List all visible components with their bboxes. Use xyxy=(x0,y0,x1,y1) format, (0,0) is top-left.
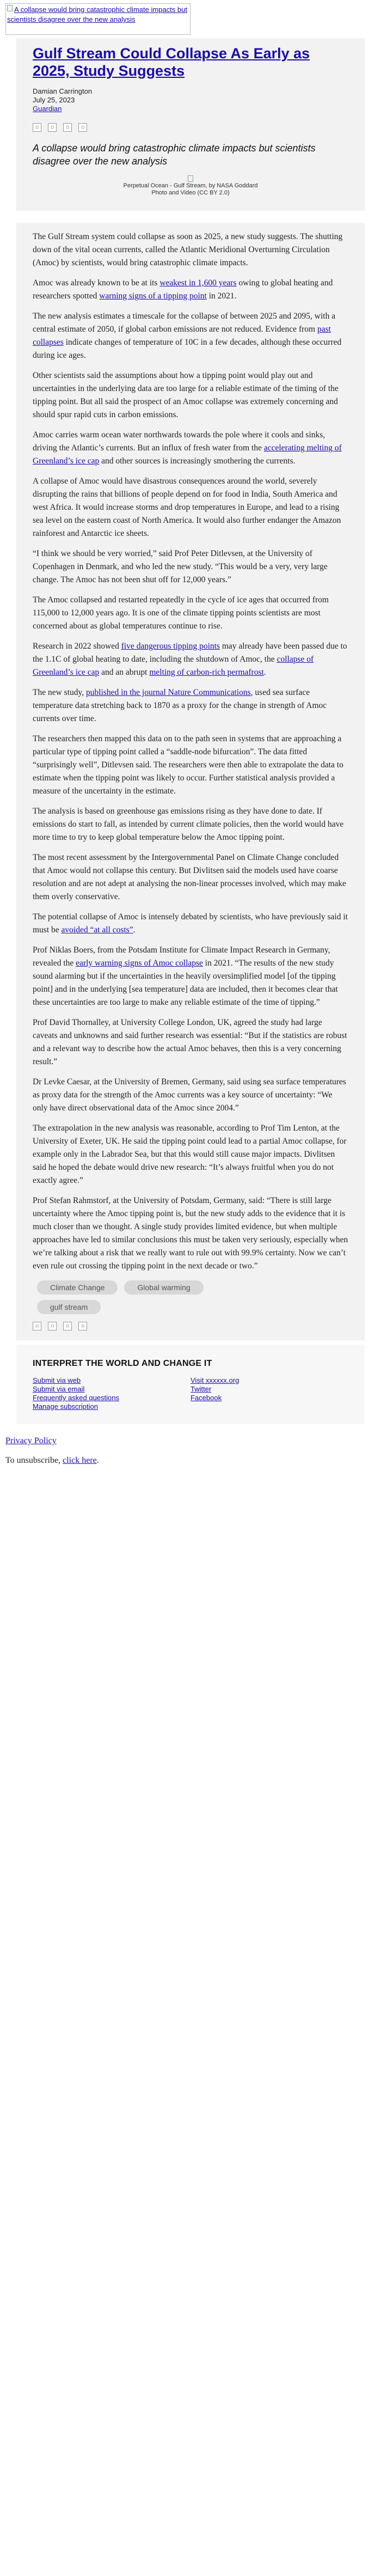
share-icon[interactable]: ▫ xyxy=(78,1322,87,1330)
paragraph: Research in 2022 showed five dangerous tipping points may already have been passed due to the 1.1C of global heating to date, including the shutdown of Amoc, the collapse of Greenland’s ice cap and an abrupt melting of carbon-rich permafrost. xyxy=(33,642,347,677)
submit-via-web-link[interactable]: Submit via web xyxy=(33,1376,81,1384)
link-permafrost[interactable]: melting of carbon-rich permafrost xyxy=(149,668,264,677)
paragraph: The most recent assessment by the Intergovernmental Panel on Climate Change concluded that Amoc would not collapse this century. But Divlitsen said the models used have coarse resolution and are not adept at analysing the non-linear processes involved, which may make them overly conservative. xyxy=(33,853,346,901)
share-icon[interactable]: ▫ xyxy=(48,123,57,132)
paragraph: A collapse of Amoc would have disastrous consequences around the world, severely disrupting the rains that billions of people depend on for food in India, South America and west Africa. It would increase storms and drop temperatures in Europe, and lead to a rising sea level on the eastern coast of North America. It would also further endanger the Amazon rainforest and Antarctic ice sheets. xyxy=(33,477,341,538)
unsubscribe-link[interactable]: click here xyxy=(63,1456,97,1465)
paragraph: The analysis is based on greenhouse gas emissions rising as they have done to date. If emissions do start to fall, as intended by current climate policies, then the world would have more time to try to keep global temperature below the Amoc tipping point. xyxy=(33,807,344,842)
unsubscribe-line: To unsubscribe, click here. xyxy=(5,1456,99,1465)
link-nature-communications[interactable]: published in the journal Nature Communications xyxy=(86,688,251,697)
manage-subscription-link[interactable]: Manage subscription xyxy=(33,1402,98,1411)
article-standfirst: A collapse would bring catastrophic climate impacts but scientists disagree over the new analysis xyxy=(33,143,316,167)
email-card xyxy=(16,38,365,1424)
paragraph: Amoc carries warm ocean water northwards towards the pole where it cools and sinks, driving the Atlantic’s currents. But an influx of fresh water from the accelerating melting of Greenland’s ice cap and other sources is increasingly smothering the currents. xyxy=(33,430,342,466)
paragraph: The potential collapse of Amoc is intensely debated by scientists, who have previously said it must be avoided “at all costs”. xyxy=(33,912,348,935)
footer-heading: INTERPRET THE WORLD AND CHANGE IT xyxy=(33,1359,212,1368)
article-meta xyxy=(33,87,348,113)
article-source-link[interactable]: Guardian xyxy=(33,105,62,113)
link-avoided-at-all-costs[interactable]: avoided “at all costs” xyxy=(61,925,133,935)
share-icon[interactable]: ▫ xyxy=(78,123,87,132)
footer-links xyxy=(33,1376,348,1411)
tag-climate-change[interactable]: Climate Change xyxy=(37,1280,118,1295)
paragraph: Prof Niklas Boers, from the Potsdam Institute for Climate Impact Research in Germany, revealed the early warning signs of Amoc collapse in 2021. “The results of the new study sound alarming but if the uncertainties in the heavily oversimplified model [of the tipping point] and in the underlying [sea temperature] data are included, then it becomes clear that these uncertainties are too large to make any reliable estimate of the time of tipping.” xyxy=(33,945,338,1007)
article-header xyxy=(16,38,365,211)
link-five-tipping-points[interactable]: five dangerous tipping points xyxy=(121,642,220,651)
visit-site-link[interactable]: Visit xxxxxx.org xyxy=(190,1376,239,1384)
share-icons-bottom xyxy=(33,1322,348,1330)
tag-global-warming[interactable]: Global warming xyxy=(124,1280,203,1295)
twitter-link[interactable]: Twitter xyxy=(190,1385,212,1393)
newsletter-footer xyxy=(16,1345,365,1424)
banner-image-alt: A collapse would bring catastrophic climate impacts but scientists disagree over the new analysis xyxy=(7,5,187,23)
paragraph: Dr Levke Caesar, at the University of Bremen, Germany, said using sea surface temperatures as proxy data for the strength of the Amoc currents was a key source of uncertainty: “We only have direct observational data of the Amoc since 2004.” xyxy=(33,1077,346,1113)
tag-gulf-stream[interactable]: gulf stream xyxy=(37,1300,101,1314)
article-date: July 25, 2023 xyxy=(33,96,75,104)
link-greenland-melting[interactable]: accelerating melting of Greenland’s ice cap xyxy=(33,443,342,466)
share-icon[interactable]: ▫ xyxy=(63,123,72,132)
top-banner xyxy=(0,0,381,38)
paragraph: Other scientists said the assumptions about how a tipping point would play out and uncertainties in the underlying data are too large for a reliable estimate of the timing of the tipping point. But all said the prospect of an Amoc collapse was extremely concerning and should spur rapid cuts in carbon emissions. xyxy=(33,371,339,419)
paragraph: “I think we should be very worried,” said Prof Peter Ditlevsen, at the University of Copenhagen in Denmark, and who led the new study. “This would be a very, very large change. The Amoc has not been shut off for 12,000 years.” xyxy=(33,549,328,584)
paragraph: The researchers then mapped this data on to the path seen in systems that are approaching a particular type of tipping point called a “saddle-node bifurcation”. The data fitted “surprisingly well”, Ditlevsen said. The researchers were then able to extrapolate the data to estimate when the tipping point was likely to occur. Further statistical analysis provided a measure of the uncertainty in the estimate. xyxy=(33,734,343,796)
link-early-warning-signs[interactable]: early warning signs of Amoc collapse xyxy=(76,959,203,968)
paragraph: Prof David Thornalley, at University College London, UK, agreed the study had large caveats and unknowns and said further research was essential: “But if the statistics are robust and a relevant way to describe how the actual Amoc behaves, then this is a very concerning result.” xyxy=(33,1018,347,1066)
paragraph: The new analysis estimates a timescale for the collapse of between 2025 and 2095, with a central estimate of 2050, if global carbon emissions are not reduced. Evidence from past collapses indicate changes of temperature of 10C in a few decades, although these occurred during ice ages. xyxy=(33,312,342,360)
article-headline[interactable]: Gulf Stream Could Collapse As Early as 2025, Study Suggests xyxy=(33,45,310,79)
paragraph: The new study, published in the journal Nature Communications, used sea surface temperature data stretching back to 1870 as a proxy for the change in strength of Amoc currents over time. xyxy=(33,688,327,723)
article-body xyxy=(16,223,365,1340)
paragraph: The Amoc collapsed and restarted repeatedly in the cycle of ice ages that occurred from 115,000 to 12,000 years ago. It is one of the climate tipping points scientists are most concerned about as global temperatures continue to rise. xyxy=(33,595,329,631)
submit-via-email-link[interactable]: Submit via email xyxy=(33,1385,85,1393)
facebook-link[interactable]: Facebook xyxy=(190,1394,222,1402)
broken-image-icon xyxy=(188,175,193,182)
hero-caption-line-1: Perpetual Ocean - Gulf Stream, by NASA Goddard xyxy=(123,182,258,189)
faq-link[interactable]: Frequently asked questions xyxy=(33,1394,119,1402)
hero-image xyxy=(33,175,348,197)
share-icon[interactable]: ▫ xyxy=(63,1322,72,1330)
share-icon[interactable]: ▫ xyxy=(33,1322,41,1330)
broken-image-icon xyxy=(7,5,13,11)
link-past-collapses[interactable]: past collapses xyxy=(33,325,331,347)
footer-column-right xyxy=(190,1376,348,1411)
paragraph: The extrapolation in the new analysis was reasonable, according to Prof Tim Lenton, at the University of Exeter, UK. He said the tipping point could lead to a partial Amoc collapse, for example only in the Labrador Sea, but that this would still cause major impacts. Divlitsen said he hoped the debate would drive new research: “It’s always fruitful when you do not exactly agree.” xyxy=(33,1124,347,1185)
paragraph: The Gulf Stream system could collapse as soon as 2025, a new study suggests. The shutting down of the vital ocean currents, called the Atlantic Meridional Overturning Circulation (Amoc) by scientists, would bring catastrophic climate impacts. xyxy=(33,232,343,267)
link-greenland-collapse[interactable]: collapse of Greenland’s ice cap xyxy=(33,655,314,677)
legal-section xyxy=(0,1424,381,1475)
link-weakest-1600-years[interactable]: weakest in 1,600 years xyxy=(159,278,237,288)
hero-caption-line-2: Photo and Video (CC BY 2.0) xyxy=(151,190,230,196)
banner-image[interactable] xyxy=(5,3,190,35)
privacy-policy-link[interactable]: Privacy Policy xyxy=(5,1436,57,1445)
tag-list xyxy=(37,1280,266,1314)
link-warning-signs[interactable]: warning signs of a tipping point xyxy=(99,291,207,301)
footer-column-left xyxy=(33,1376,190,1411)
share-icon[interactable]: ▫ xyxy=(33,123,41,132)
article-author: Damian Carrington xyxy=(33,87,93,95)
share-icons-top xyxy=(33,123,348,132)
paragraph: Prof Stefan Rahmstorf, at the University of Potsdam, Germany, said: “There is still large uncertainty where the Amoc tipping point is, but the new study adds to the evidence that it is much closer than we thought. A single study provides limited evidence, but when multiple approaches have led to similar conclusions this must be taken very seriously, especially when we’re talking about a risk that we really want to rule out with 99.9% certainty. Now we can’t even rule out crossing the tipping point in the next decade or two.” xyxy=(33,1196,348,1271)
paragraph: Amoc was already known to be at its weakest in 1,600 years owing to global heating and researchers spotted warning signs of a tipping point in 2021. xyxy=(33,278,333,301)
share-icon[interactable]: ▫ xyxy=(48,1322,57,1330)
